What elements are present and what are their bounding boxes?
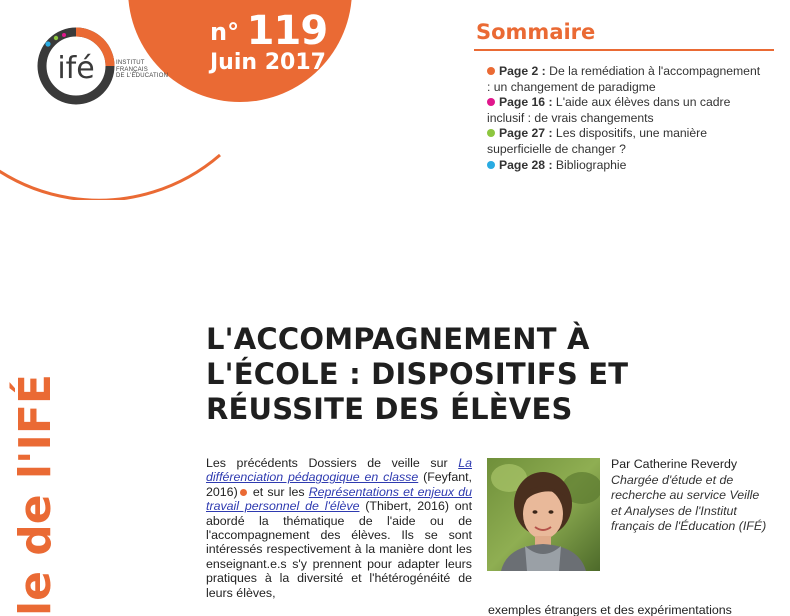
ife-logo-icon xyxy=(42,32,110,100)
bullet-dot-icon xyxy=(240,489,247,496)
author-block xyxy=(611,457,771,535)
toc-text: De la remédiation à l'accompagnement : un changement de paradigme xyxy=(487,64,761,94)
toc-page: Page 16 : xyxy=(499,95,553,110)
body-text: (Thibert, 2016) ont abordé la thématique de l'aide ou de l'accompagnement des élèves. Ils se sont intéressés respectivement à la manière dont les enseignant.e.s s'y prennent pour adapter leurs pratiques à la diversité et l'hétérogénéité de leurs élèves, xyxy=(206,499,473,600)
toc-item[interactable] xyxy=(487,158,762,174)
continued-text: exemples étrangers et des expérimentations xyxy=(488,603,732,616)
bullet-dot-icon xyxy=(487,129,495,137)
issue-badge xyxy=(210,8,327,75)
article-body xyxy=(206,456,472,600)
table-of-contents xyxy=(487,64,762,173)
institute-line: INSTITUT xyxy=(116,60,145,66)
toc-text: Les dispositifs, une manière superficielle de changer ? xyxy=(487,126,707,156)
bullet-dot-icon xyxy=(487,67,495,75)
link-representations[interactable]: Représentations et enjeux du travail personnel de l'élève xyxy=(206,484,473,514)
title-line: L'ÉCOLE : DISPOSITIFS ET xyxy=(206,357,629,391)
issue-prefix: n° xyxy=(210,18,240,46)
toc-item[interactable] xyxy=(487,64,762,95)
toc-text: L'aide aux élèves dans un cadre inclusif : de vrais changements xyxy=(487,95,731,125)
institute-name xyxy=(116,60,168,80)
toc-page: Page 28 : xyxy=(499,157,553,172)
bullet-dot-icon xyxy=(487,98,495,106)
body-text: (Feyfant, 2016) xyxy=(206,470,472,499)
title-line: RÉUSSITE DES ÉLÈVES xyxy=(206,392,573,426)
logo-mark-text: ifé xyxy=(57,51,95,86)
orange-arc xyxy=(0,110,220,200)
header-graphic xyxy=(0,0,400,200)
toc-text: Bibliographie xyxy=(555,157,627,172)
toc-item[interactable] xyxy=(487,95,762,126)
author-role: Chargée d'étude et de recherche au service Veille et Analyses de l'Institut français de l'Éducation (IFÉ) xyxy=(611,472,767,534)
title-line: L'ACCOMPAGNEMENT À xyxy=(206,322,590,356)
body-text: Les précédents Dossiers de veille sur xyxy=(206,456,459,470)
bullet-dot-icon xyxy=(487,161,495,169)
sommaire-divider xyxy=(474,49,774,51)
toc-item[interactable] xyxy=(487,126,762,157)
link-differenciation[interactable]: La différenciation pédagogique en classe xyxy=(206,456,472,485)
body-text: et sur les xyxy=(248,484,309,499)
sommaire-title: Sommaire xyxy=(476,20,596,44)
article-title xyxy=(206,322,766,427)
author-byline: Par Catherine Reverdy xyxy=(611,457,738,471)
issue-number: 119 xyxy=(246,8,328,54)
toc-page: Page 2 : xyxy=(499,64,546,78)
author-photo xyxy=(487,458,600,571)
toc-page: Page 27 : xyxy=(499,126,553,141)
issue-date: Juin 2017 xyxy=(210,50,326,75)
side-title: le de l'IFÉ xyxy=(10,374,61,616)
institute-line: DE L'ÉDUCATION xyxy=(116,73,169,79)
institute-line: FRANÇAIS xyxy=(116,66,148,73)
